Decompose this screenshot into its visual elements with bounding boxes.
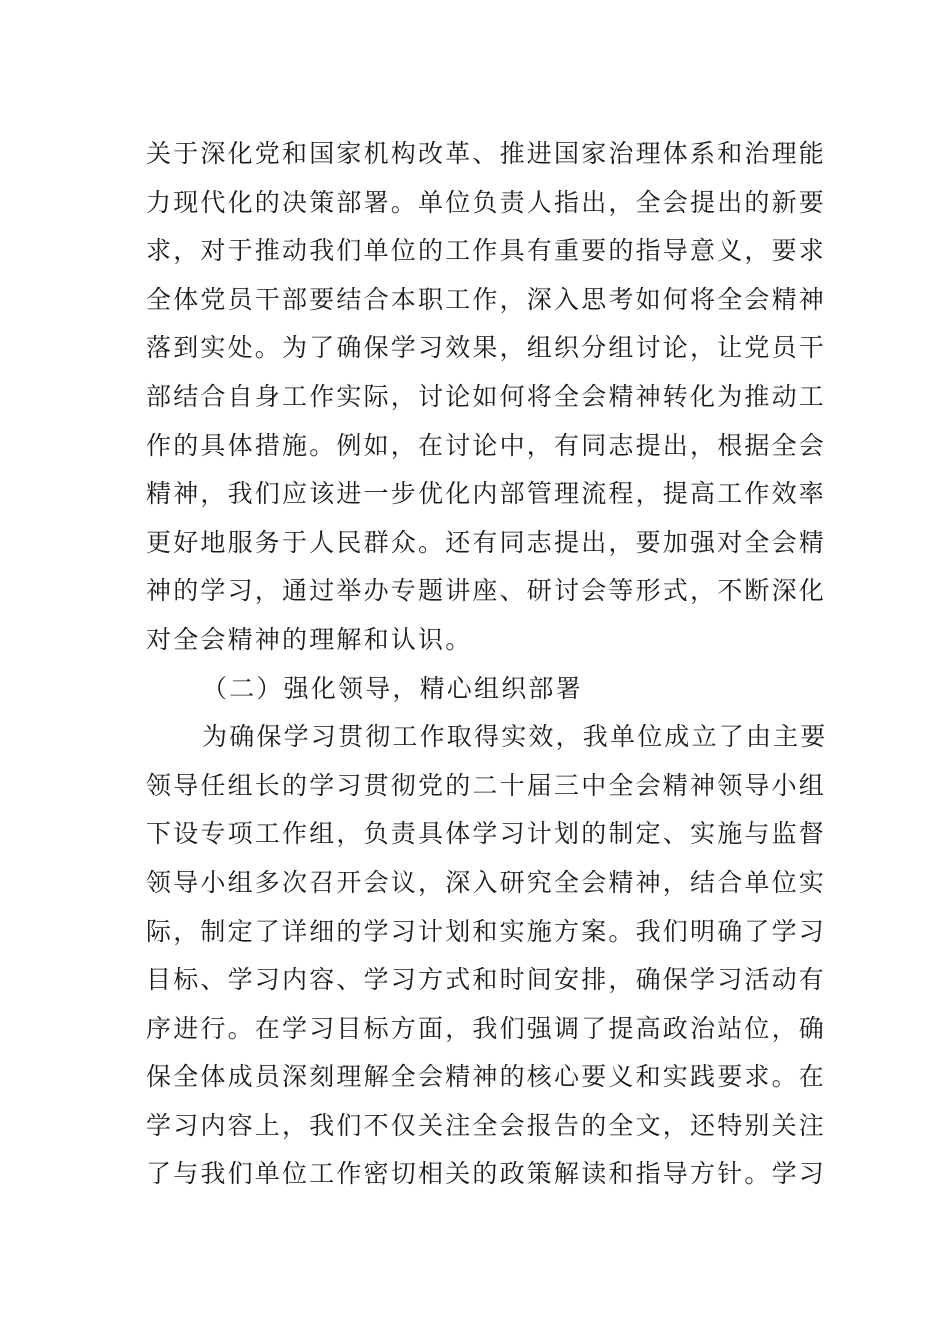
text-line: 保全体成员深刻理解全会精神的核心要义和实践要求。在 bbox=[146, 1062, 827, 1092]
text-line: 序进行。在学习目标方面，我们强调了提高政治站位，确 bbox=[146, 1013, 827, 1043]
text-line: 关于深化党和国家机构改革、推进国家治理体系和治理能 bbox=[146, 139, 827, 168]
text-line: 学习内容上，我们不仅关注全会报告的全文，还特别关注 bbox=[146, 1110, 827, 1140]
text-line: 部结合自身工作实际，讨论如何将全会精神转化为推动工 bbox=[146, 381, 827, 411]
text-line: 神的学习，通过举办专题讲座、研讨会等形式，不断深化 bbox=[146, 576, 827, 606]
text-line: 精神，我们应该进一步优化内部管理流程，提高工作效率 bbox=[146, 479, 827, 509]
paragraph-1 bbox=[146, 130, 827, 665]
text-line: 更好地服务于人民群众。还有同志提出，要加强对全会精 bbox=[146, 527, 827, 557]
text-line: 为确保学习贯彻工作取得实效，我单位成立了由主要 bbox=[202, 722, 828, 752]
text-line: 力现代化的决策部署。单位负责人指出，全会提出的新要 bbox=[146, 187, 827, 217]
text-line: 下设专项工作组，负责具体学习计划的制定、实施与监督 bbox=[146, 819, 827, 849]
text-line: 对全会精神的理解和认识。 bbox=[146, 624, 473, 654]
text-line: 求，对于推动我们单位的工作具有重要的指导意义，要求 bbox=[146, 236, 827, 266]
document-body bbox=[146, 130, 828, 1199]
text-line: 了与我们单位工作密切相关的政策解读和指导方针。学习 bbox=[146, 1159, 827, 1189]
text-line: 全体党员干部要结合本职工作，深入思考如何将全会精神 bbox=[146, 284, 827, 314]
text-line: 目标、学习内容、学习方式和时间安排，确保学习活动有 bbox=[146, 965, 827, 995]
paragraph-2 bbox=[146, 713, 828, 1199]
section-heading: （二）强化领导，精心组织部署 bbox=[202, 673, 583, 703]
text-line: 领导小组多次召开会议，深入研究全会精神，结合单位实 bbox=[146, 867, 827, 897]
text-line: 领导任组长的学习贯彻党的二十届三中全会精神领导小组 bbox=[146, 770, 827, 800]
text-line: 际，制定了详细的学习计划和实施方案。我们明确了学习 bbox=[146, 916, 827, 946]
text-line: 落到实处。为了确保学习效果，组织分组讨论，让党员干 bbox=[146, 333, 827, 363]
text-line: 作的具体措施。例如，在讨论中，有同志提出，根据全会 bbox=[146, 430, 827, 460]
